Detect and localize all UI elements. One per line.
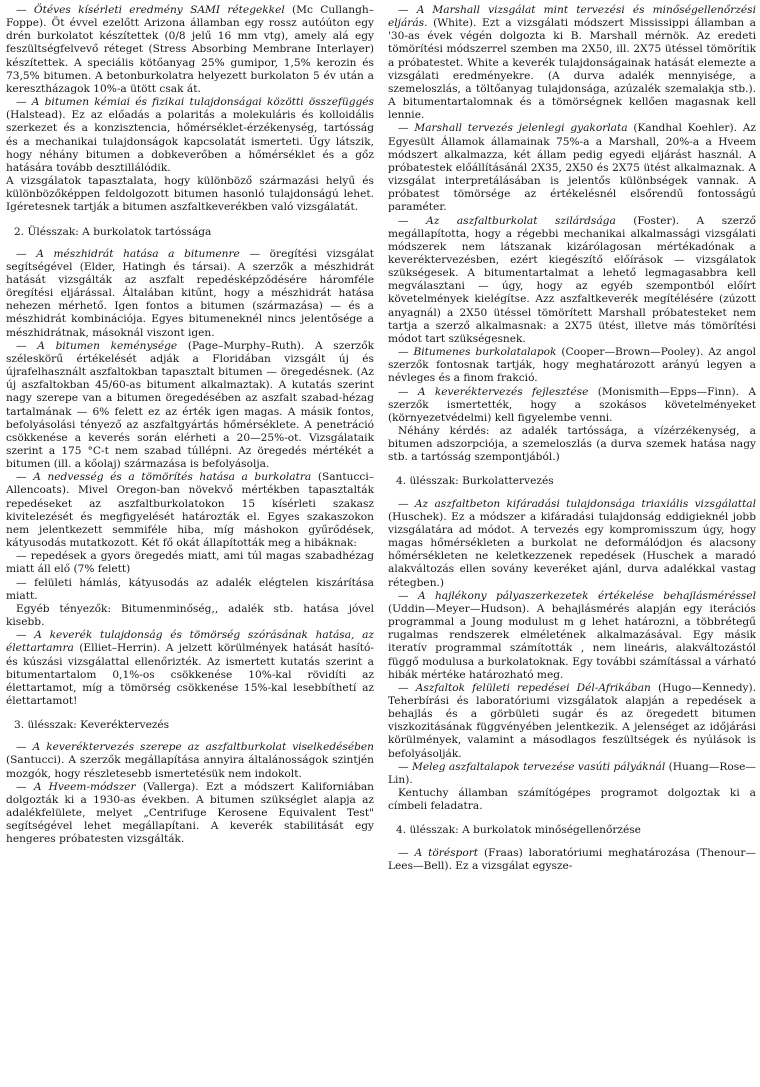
paragraph <box>388 4 756 122</box>
item-text: (Uddin—Meyer—Hudson). A behajlásmérés alapján egy iterációs programmal a Joung modulust m g lehet határozni, a többrétegű rugalmas rendszerek elméletének alkalmazásával. Egy másik iteratív programmal számították , nem lineáris, alakváltozástól függő modulusa a burkolatoknak. Egy további számítással a várható hibák mértéke határozható meg. <box>388 602 756 681</box>
item-title: A keveréktervezés fejlesztése <box>417 385 589 398</box>
item-text: — öregítési vizsgálat segítségével (Elder, Hatingh és társai). A szerzők a mészhidrát hatását vizsgálták az aszfalt repedésképződésére háromféle öregítési eljárással. Általában kitűnt, hogy a mészhidrát hatása nehezen mérhető. Igen fontos a bitumen (származása) — és a mészhidrát kombinációja. Egyes bitumeneknél nincs jelentősége a mészhidrátnak, másoknál viszont igen. <box>6 247 374 339</box>
em-dash: — <box>16 629 35 642</box>
em-dash: — <box>398 122 415 135</box>
item-title: Az aszfaltburkolat szilárdsága <box>426 214 616 227</box>
em-dash: — <box>16 247 37 260</box>
item-title: Marshall tervezés jelenlegi gyakorlata <box>414 122 628 135</box>
paragraph <box>388 425 756 464</box>
item-title: A bitumen keménysége <box>37 339 178 352</box>
right-column <box>388 4 756 1087</box>
paragraph <box>6 550 374 576</box>
em-dash: — <box>398 4 417 16</box>
paragraph <box>388 386 756 425</box>
paragraph <box>6 741 374 780</box>
paragraph <box>6 4 374 96</box>
em-dash: — <box>398 346 414 359</box>
item-title: Bitumenes burkolatalapok <box>413 346 557 359</box>
em-dash: — <box>16 780 34 793</box>
item-title: A keveréktervezés szerepe az aszfaltburkolat viselkedésében <box>32 741 374 754</box>
section-heading <box>388 824 756 837</box>
paragraph <box>388 761 756 787</box>
item-title: A törésport <box>414 846 479 859</box>
item-text: (Vallerga). Ezt a módszert Kaliforniában dolgozták ki a 1930-as években. A bitumen szükséglet alapja az adalékfelülete, melyet „Centrifuge Kerosene Equivalent Test" segítségével lehet megállapítani. A keverék stabilitását egy hengeres próbatesten vizsgálták. <box>6 780 374 846</box>
paragraph <box>6 629 374 708</box>
section-heading <box>388 475 756 488</box>
item-title: A Hveem-módszer <box>33 780 136 793</box>
item-text: (Cooper—Brown—Pooley). Az angol szerzők fontosnak tartják, hogy meghatározott arányú legyen a névleges és a finom frakció. <box>388 346 756 385</box>
item-text: A vizsgálatok tapasztalata, hogy különböző származási helyű és különbözőképpen feldolgozott bitumen hasonló tulajdonságú lehet. Igéretesnek tartják a bitumen aszfaltkeverékben való vizsgálatát. <box>6 175 374 214</box>
item-text: — repedések a gyors öregedés miatt, ami túl magas szabadhézag miatt áll elő (7% felett) <box>6 550 374 576</box>
item-text: (Halstead). Ez az előadás a polaritás a molekuláris és kolloidális szerkezet és a konzisztencia, hőmérséklet-érzékenység, tartósság és a mechanikai tulajdonságok kapcsolatát ismerteti. Úgy látszik, hogy néhány bitumen a dobkeverőben a hőmérséklet és a gőz hatására tovább desztillálódik. <box>6 109 374 174</box>
em-dash: — <box>16 96 32 109</box>
em-dash: — <box>398 497 415 510</box>
item-text: (Santucci–Allencoats). Mivel Oregon-ban növekvő mértékben tapasztalták repedéseket az aszfaltburkolatokon 15 kísérleti szakasz kivitelezését és megfigyelését határozták el. Egyes szakaszokon nem jelentkezett semmiféle hiba, míg máshokon gyűrődések, kátyusodás mutatkozott. Két fő okát állapították meg a hibáknak: <box>6 471 375 550</box>
item-text: Néhány kérdés: az adalék tartóssága, a vízérzékenység, a bitumen adszorpciója, a szemeloszlás (a durva szemek hatása nagy stb. a tartósság szempontjából.) <box>388 425 756 464</box>
item-text: (Page–Murphy–Ruth). A szerzők széleskörű értékelését adják a Floridában vizsgált új és újrafelhasznált aszfaltokban tapasztalt bitumen — öregedésnek. (Az új aszfaltokban 45/60-as bitument alkalmaztak). A kutatás szerint nagy szerepe van a bitumen öregedésében az aszfalt szabad-hézag tartalmának — 6% felett ez az érték igen magas. A másik fontos, befolyásolási tényező az aszfaltgyártás hőmérséklete. A penetráció csökkenése a keverés során elérheti a 20—25%-ot. Vizsgálataik szerint a 175 °C-t nem szabad túllépni. Az öregedés mértékét a bitumen (ill. a kőolaj) származása is befolyásolja. <box>6 339 375 471</box>
paragraph <box>388 682 756 761</box>
item-text: 4. ülésszak: Burkolattervezés <box>396 475 554 488</box>
item-text: (Foster). A szerző megállapította, hogy a régebbi mechanikai alkalmassági vizsgálati módszerek nem látszanak kizárólagosan mértékadónak a keveréktervezésben, ezért kiegészítő előírások — vizsgálatok szükségesek. A bitumentartalmat a lehető legmagasabbra kell megválasztani — úgy, hogy az egyéb szempontból előírt követelmények kielégítse. Azz aszfaltkeverék megítélésére (zúzott anyagnál) a 2X50 ütéssel tömörített Marshall próbatesteket nem tartja a szerző alkalmasnak: a 2X75 ütést, illetve más tömörítési módot tart szükségesnek. <box>388 214 757 345</box>
item-text: Kentuchy államban számítógépes programot dolgoztak ki a címbeli feladatra. <box>388 787 756 813</box>
item-title: A nedvesség és a tömörítés hatása a burkolatra <box>33 471 312 484</box>
paragraph <box>6 175 374 214</box>
item-text: 3. ülésszak: Keveréktervezés <box>14 719 170 732</box>
paragraph <box>6 781 374 847</box>
item-text: (White). Ezt a vizsgálati módszert Mississippi államban a '30-as évek végén dolgozta ki B. Marshall mérnök. Az eredeti tömörítési módszerrel szemben ma 2X50, ill. 2X75 ütéssel tömörítik a próbatestet. White a keverék tulajdonságainak hatását elemezte a vizsgálati eredményekre. (A durva adalék mennyisége, a szemeloszlás, a töltőanyag tulajdonsága, azúzalék szemalakja stb.). A bitumentartalomnak és a tömörségnek kellően magasnak kell lennie. <box>388 17 756 122</box>
item-text: 4. ülésszak: A burkolatok minőségellenőrzése <box>396 824 641 837</box>
item-title: Meleg aszfaltalapok tervezése vasúti pályáknál <box>411 760 666 773</box>
item-text: Egyéb tényezők: Bitumenminőség,, adalék stb. hatása jóvel kisebb. <box>6 602 374 629</box>
item-text: (Mc Cullangh–Foppe). Öt évvel ezelőtt Arizona államban egy rossz autóúton egy drén burkolatot készítettek (0/8 jelű 16 mm vtg), amely alá egy feszültségfelvevő réteget (Stress Absorbing Membrane Interlayer) készítettek. A speciális kötőanyag 25% gumipor, 1,5% kerozin és 73,5% bitumen. A betonburkolatra helyezett burkolaton 5 év után a keresztházagok 10%-a ütött csak át. <box>6 4 375 95</box>
em-dash: — <box>16 471 34 484</box>
item-text: (Elliet–Herrin). A jelzett körülmények hatását hasító- és kúszási vizsgálattal ellenőrizték. Az ismertett kutatás szerint a bitumentartalom 0,1%-os csökkenése 10%-kal rövidíti az élettartamot, míg a tömörség csökkenése 15%-kal lesebbíthetí az élettartamot! <box>6 642 374 707</box>
paragraph <box>6 248 374 340</box>
em-dash: — <box>398 589 418 602</box>
paragraph <box>388 122 756 214</box>
item-text: — felületi hámlás, kátyusodás az adalék elégtelen kiszárítása miatt. <box>6 576 374 602</box>
item-title: Ötéves kísérleti eredmény SAMI rétegekkel <box>33 4 285 16</box>
paragraph <box>388 787 756 813</box>
paragraph <box>388 498 756 590</box>
item-text: (Monismith—Epps—Finn). A szerzők ismertették, hogy a szokásos követelményeket (környezetvédelmi) kell figyelembe venni. <box>388 385 756 424</box>
item-title: Az aszfaltbeton kifáradási tulajdonsága triaxiális vizsgálattal <box>414 497 756 510</box>
paragraph <box>388 215 756 347</box>
em-dash: — <box>398 760 412 773</box>
item-title: A Marshall vizsgálat mint tervezési és minőségellenőrzési eljárás. <box>388 4 756 30</box>
em-dash: — <box>398 681 416 694</box>
item-text: (Kandhal Koehler). Az Egyesült Államok államainak 75%-a a Marshall, 20%-a a Hveem módszert alkalmazza, két állam pedig egyedi eljárást használ. A próbatestek előállításánál 2X35, 2X50 és 2X75 ütést alkalmaznak. A vizsgálat interpretálásában is jelentős különbségek vannak. A próbatest tömörsége az értékelésnél elsőrendű fontosságú paraméter. <box>388 122 756 214</box>
em-dash: — <box>398 214 427 227</box>
item-text: (Santucci). A szerzők megállapítása annyira általánosságok szintjén mozgók, hogy részletesebb ismertetésük nem indokolt. <box>6 754 374 780</box>
paragraph <box>388 346 756 385</box>
item-text: (Fraas) laboratóriumi meghatározása (Thenour—Lees—Bell). Ez a vizsgálat egysze- <box>388 846 757 872</box>
item-title: A bitumen kémiai és fizikai tulajdonságai közötti összefüggés <box>31 96 374 109</box>
em-dash: — <box>16 4 34 16</box>
em-dash: — <box>398 846 415 859</box>
paragraph <box>6 96 374 175</box>
item-title: A mészhidrát hatása a bitumenre <box>36 247 240 260</box>
paragraph <box>388 590 756 682</box>
item-text: (Huschek). Ez a módszer a kifáradási tulajdonság eddigieknél jobb vizsgálatára ad módot. A tervezés egy kompromisszum úgy, hogy magas hőmérsékleten a burkolat ne deformálódjon és alacsony hőmérsékleten ne keletkezzenek repedések (Huschek a maradó alakváltozás ellen sovány keveréket ajánl, durva adalékkal vastag rétegben.) <box>388 510 756 589</box>
section-heading <box>6 719 374 732</box>
paragraph <box>6 471 374 550</box>
paragraph <box>6 603 374 629</box>
em-dash: — <box>398 385 418 398</box>
item-title: Aszfaltok felületi repedései Dél-Afrikában <box>415 681 651 694</box>
item-text: 2. Ülésszak: A burkolatok tartóssága <box>14 225 212 238</box>
paragraph <box>6 577 374 603</box>
item-title: A hajlékony pályaszerkezetek értékelése behajlásméréssel <box>417 589 757 602</box>
em-dash: — <box>16 339 38 352</box>
paragraph <box>6 340 374 472</box>
paragraph <box>388 847 756 873</box>
item-title: A keverék tulajdonság és tömörség szórásának hatása, az élettartamra <box>6 629 374 655</box>
item-text: (Hugo—Kennedy). Teherbírási és laboratóriumi vizsgálatok alapján a repedések a behajlás és a görbületi sugár és az öregedett bitumen viszkozitásának függvényében jelentkezik. A jelenséget az időjárási körülmények, valamint a másodlagos feszültségek és nyúlások is befolyásolják. <box>388 681 756 760</box>
left-column <box>6 4 374 1087</box>
em-dash: — <box>16 741 33 754</box>
item-text: (Huang—Rose—Lin). <box>388 760 756 786</box>
section-heading <box>6 226 374 239</box>
